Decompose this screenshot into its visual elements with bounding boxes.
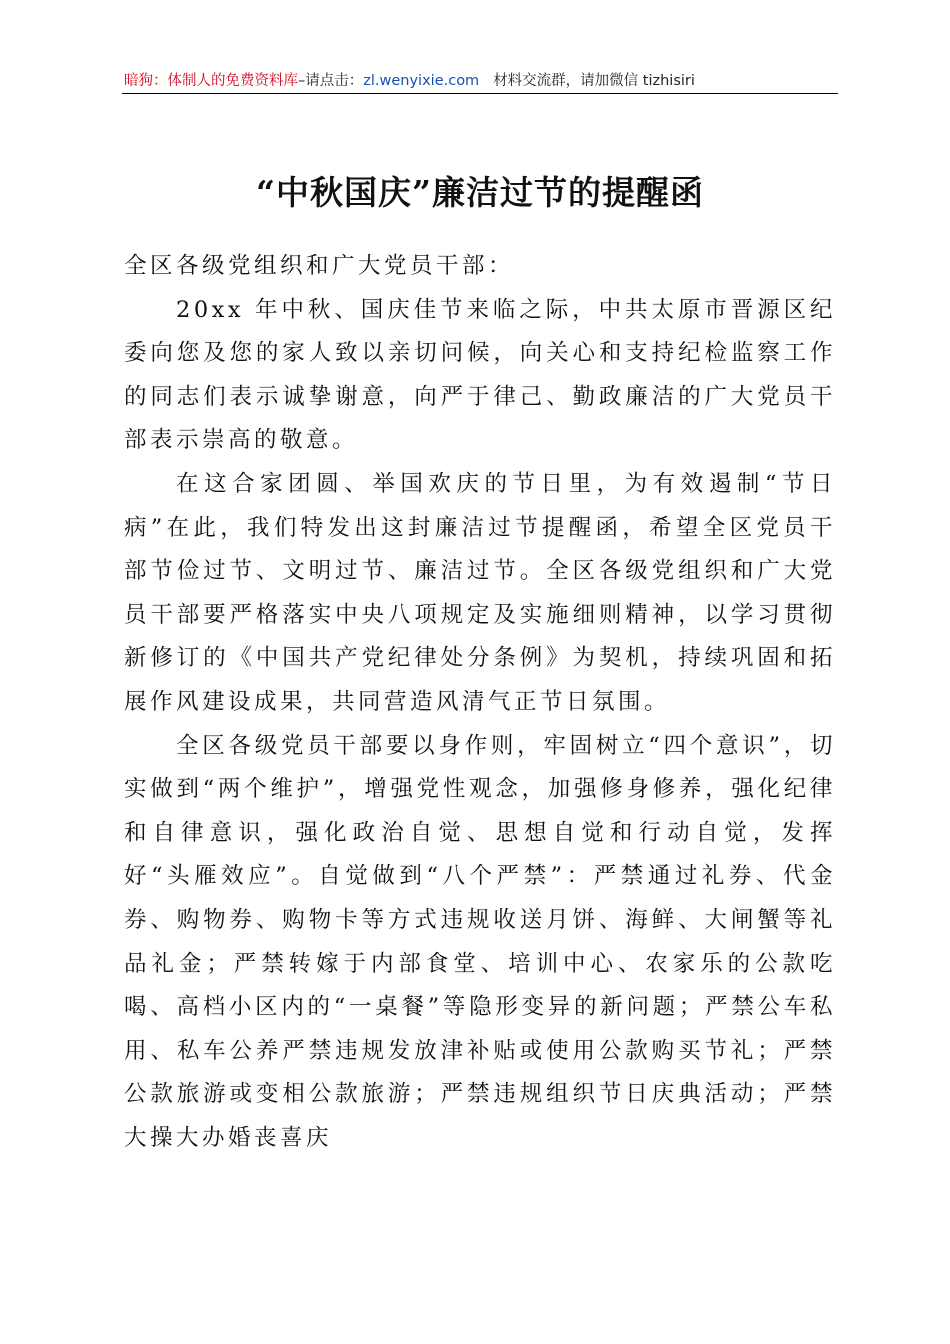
header-site-name: 暗狗：体制人的免费资料库	[124, 73, 298, 89]
document-title: “中秋国庆”廉洁过节的提醒函	[256, 173, 704, 212]
paragraph-3: 全区各级党员干部要以身作则，牢固树立“四个意识”，切实做到“两个维护”，增强党性观念，加强修身修养，强化纪律和自律意识，强化政治自觉、思想自觉和行动自觉，发挥好“头雁效应”。自觉做到“八个严禁”：严禁通过礼券、代金券、购物券、购物卡等方式违规收送月饼、海鲜、大闸蟹等礼品礼金；严禁转嫁于内部食堂、培训中心、农家乐的公款吃喝、高档小区内的“一桌餐”等隐形变异的新问题；严禁公车私用、私车公养严禁违规发放津补贴或使用公款购买节礼；严禁公款旅游或变相公款旅游；严禁违规组织节日庆典活动；严禁大操大办婚丧喜庆	[124, 732, 836, 1151]
salutation: 全区各级党组织和广大党员干部：	[124, 253, 515, 279]
header-click-prompt: –请点击：	[298, 73, 364, 89]
header-divider	[122, 93, 838, 94]
header-group-text: 材料交流群，请加微信 tizhisiri	[493, 73, 695, 89]
document-body	[124, 245, 836, 1160]
paragraph-2: 在这合家团圆、举国欢庆的节日里，为有效遏制“节日病”在此，我们特发出这封廉洁过节提醒函，希望全区党员干部节俭过节、文明过节、廉洁过节。全区各级党组织和广大党员干部要严格落实中央八项规定及实施细则精神，以学习贯彻新修订的《中国共产党纪律处分条例》为契机，持续巩固和拓展作风建设成果，共同营造风清气正节日氛围。	[124, 470, 836, 715]
paragraph-1: 20xx 年中秋、国庆佳节来临之际，中共太原市晋源区纪委向您及您的家人致以亲切问候，向关心和支持纪检监察工作的同志们表示诚挚谢意，向严于律己、勤政廉洁的广大党员干部表示崇高的敬意。	[124, 296, 836, 454]
header-url-link[interactable]: zl.wenyixie.com	[363, 73, 480, 89]
page-header	[124, 70, 836, 92]
